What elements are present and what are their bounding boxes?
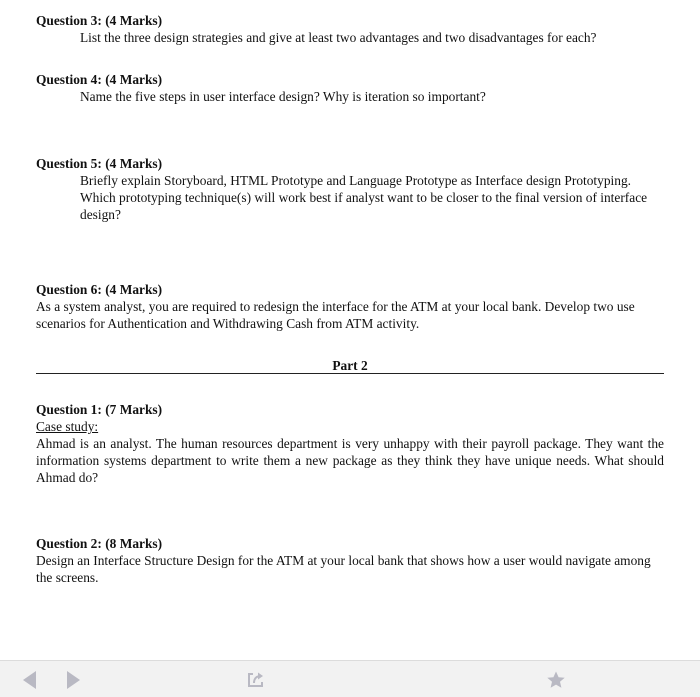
- question-5: [36, 155, 656, 223]
- part2-question-1: [36, 401, 664, 486]
- favorite-button[interactable]: [540, 661, 572, 697]
- arrow-right-icon: [67, 671, 80, 689]
- question-title: Question 6: (4 Marks): [36, 282, 163, 297]
- question-body: As a system analyst, you are required to redesign the interface for the ATM at your local bank. Develop two use scenarios for Authentication and Withdrawing Cash from ATM activity.: [36, 299, 635, 331]
- arrow-left-icon: [23, 671, 36, 689]
- question-3: [36, 12, 666, 46]
- question-title: Question 2: (8 Marks): [36, 536, 163, 551]
- section-divider: [36, 373, 664, 374]
- bottom-toolbar: [0, 660, 700, 697]
- question-title: Question 3: (4 Marks): [36, 13, 163, 28]
- next-button[interactable]: [58, 661, 88, 697]
- question-body: Design an Interface Structure Design for the ATM at your local bank that shows how a user would navigate among the screens.: [36, 553, 651, 585]
- question-body: Name the five steps in user interface design? Why is iteration so important?: [80, 89, 486, 104]
- question-body: Briefly explain Storyboard, HTML Prototype and Language Prototype as Interface design Prototyping. Which prototyping technique(s) will work best if analyst want to be closer to the final version of interface design?: [80, 173, 648, 222]
- question-body: List the three design strategies and give at least two advantages and two disadvantages for each?: [80, 30, 597, 45]
- question-title: Question 1: (7 Marks): [36, 402, 163, 417]
- question-body: Ahmad is an analyst. The human resources department is very unhappy with their payroll package. They want the information systems department to write them a new package as they think they have unique needs. What should Ahmad do?: [36, 436, 664, 485]
- case-study-label: Case study:: [36, 419, 99, 434]
- star-icon: [546, 670, 566, 690]
- share-button[interactable]: [240, 661, 272, 697]
- question-title: Question 5: (4 Marks): [36, 156, 163, 171]
- question-6: [36, 281, 664, 332]
- question-4: [36, 71, 666, 105]
- share-icon: [246, 671, 266, 689]
- question-title: Question 4: (4 Marks): [36, 72, 163, 87]
- part2-question-2: [36, 535, 664, 586]
- previous-button[interactable]: [14, 661, 44, 697]
- part-heading: Part 2: [332, 358, 368, 373]
